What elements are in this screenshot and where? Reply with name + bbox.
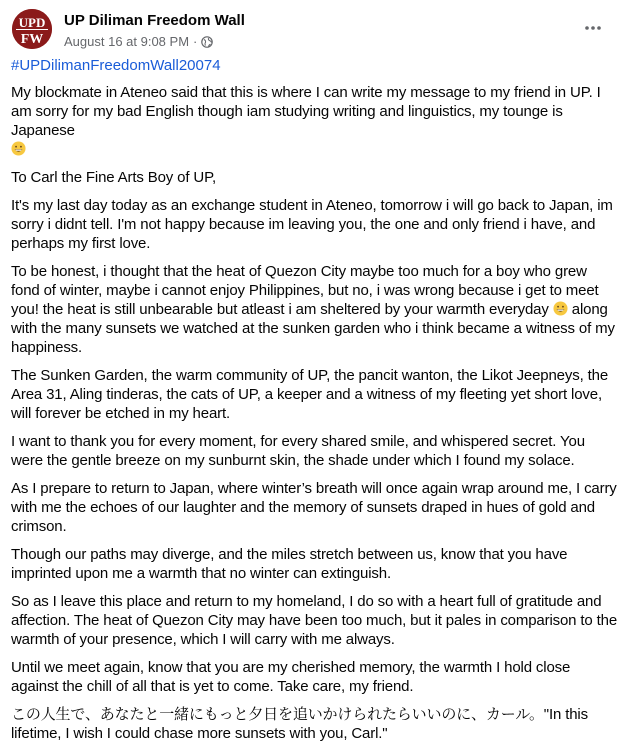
avatar-text-bottom: FW [20, 32, 44, 47]
more-options-icon [585, 26, 601, 30]
grinning-face-emoji [11, 141, 26, 156]
avatar-logo [12, 9, 52, 49]
paragraph-8: Though our paths may diverge, and the miles stretch between us, know that you have imprinted upon me a warmth that no winter can extinguish. [11, 546, 568, 582]
meta-separator: · [193, 34, 198, 49]
post-body [11, 56, 619, 743]
avatar-text-top: UPD [18, 15, 46, 30]
paragraph-7: As I prepare to return to Japan, where winter’s breath will once again wrap around me, I carry with me the echoes of our laughter and the memory of sunsets draped in hues of gold and crimson. [11, 480, 617, 535]
paragraph-text: To be honest, i thought that the heat of Quezon City maybe too much for a boy who grew fond of winter, maybe i cannot enjoy Philippines, but no, i was wrong because i get to meet you! the heat is still unbearable but atleast i am sheltered by your warmth everyday [11, 263, 599, 318]
paragraph-4 [11, 262, 619, 357]
hashtag-link[interactable]: #UPDilimanFreedomWall20074 [11, 57, 221, 74]
post-header [11, 0, 619, 56]
paragraph-5: The Sunken Garden, the warm community of UP, the pancit wanton, the Likot Jeepneys, the Area 31, Aling tinderas, the cats of UP, a keeper and a witness of my fleeting yet short love, will forever be etched in my heart. [11, 367, 609, 422]
paragraph-11: この人生で、あなたと一緒にもっと夕日を追いかけられたらいいのに、カール。"In this lifetime, I wish I could chase more sunsets with you, Carl." [11, 706, 588, 742]
paragraph-10: Until we meet again, know that you are my cherished memory, the warmth I hold close against the chill of all that is yet to come. Take care, my friend. [11, 659, 571, 695]
paragraph-text: My blockmate in Ateneo said that this is where I can write my message to my friend in UP. I am sorry for my bad English though iam studying writing and linguistics, my tounge is Japanese [11, 84, 601, 139]
paragraph-1 [11, 83, 619, 159]
post-date[interactable]: August 16 at 9:08 PM [64, 34, 190, 49]
post-meta [64, 34, 213, 49]
paragraph-6: I want to thank you for every moment, for every shared smile, and whispered secret. You were the gentle breeze on my sunburnt skin, the shade under which I found my solace. [11, 433, 585, 469]
paragraph-2: To Carl the Fine Arts Boy of UP, [11, 169, 217, 186]
more-options-button[interactable] [579, 18, 607, 38]
globe-icon[interactable] [201, 36, 213, 48]
paragraph-3: It's my last day today as an exchange student in Ateneo, tomorrow i will go back to Japan, im sorry i didnt tell. I'm not happy because im leaving you, the one and only friend i have, and perhaps my first love. [11, 197, 613, 252]
avatar[interactable] [12, 9, 52, 49]
page-name-link[interactable]: UP Diliman Freedom Wall [64, 12, 245, 29]
grinning-face-emoji [553, 301, 568, 316]
paragraph-9: So as I leave this place and return to my homeland, I do so with a heart full of gratitude and affection. The heat of Quezon City may have been too much, but it pales in comparison to the warmth of your presence, which I will carry with me always. [11, 593, 618, 648]
paragraph-text: along with the many sunsets we watched at the sunken garden who i think became a witness of my happiness. [11, 301, 615, 356]
